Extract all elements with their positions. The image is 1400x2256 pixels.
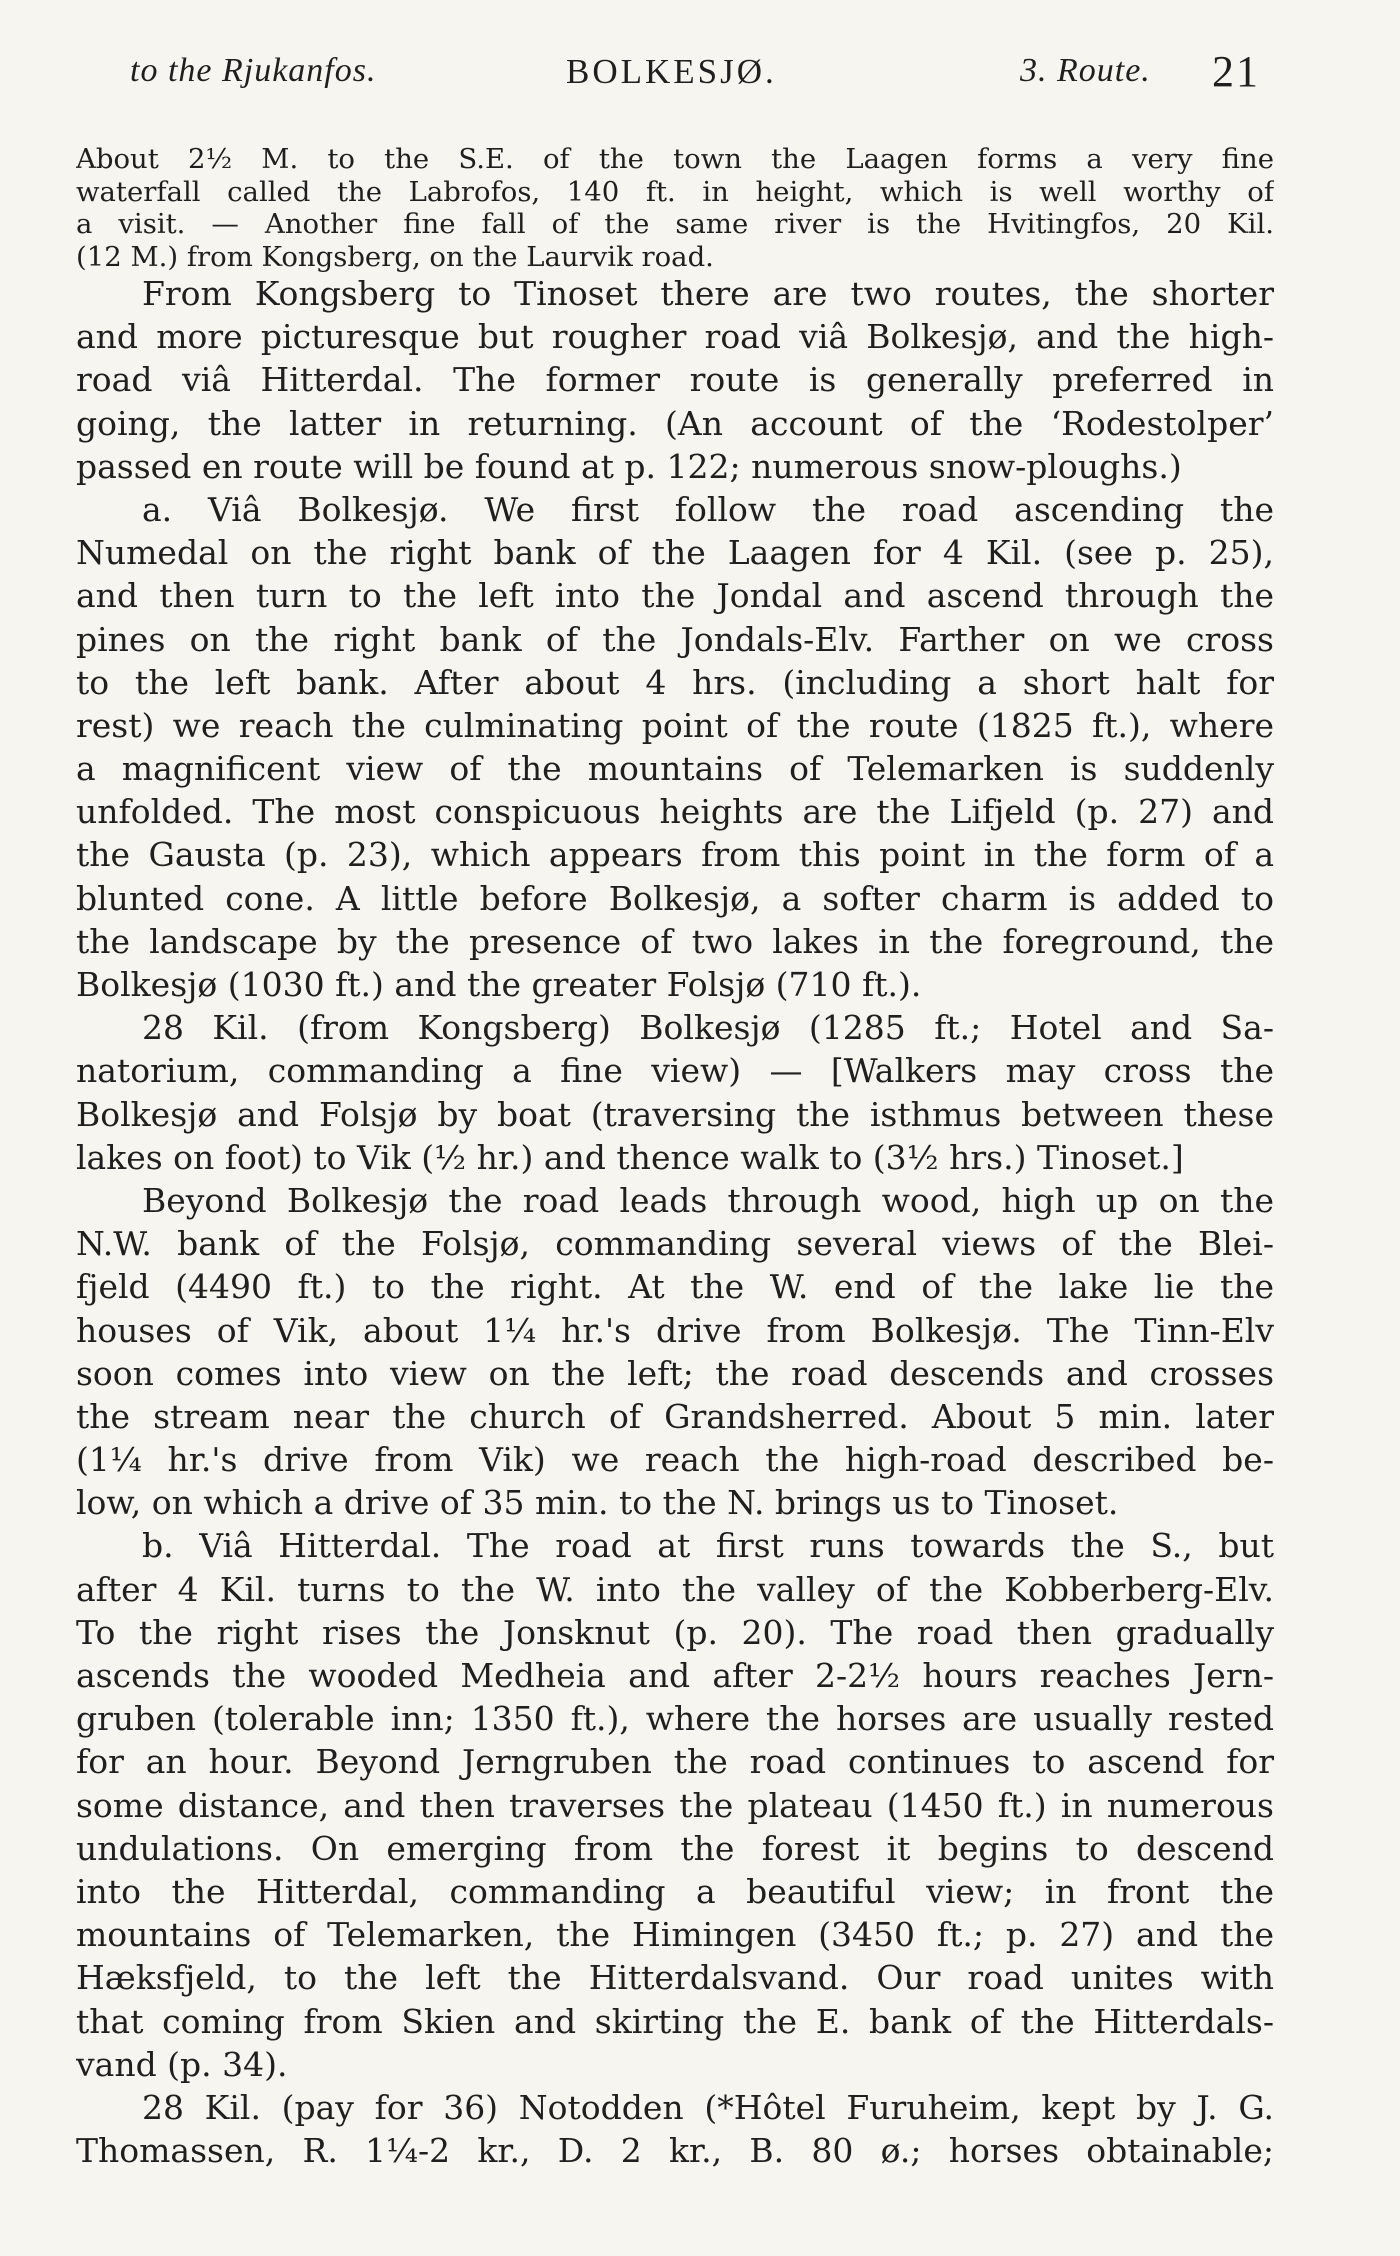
text-line: 28 Kil. (from Kongsberg) Bolkesjø (1285 ft.; Hotel and Sa- — [142, 1008, 1274, 1048]
text-line: blunted cone. A little before Bolkesjø, a softer charm is added to — [76, 878, 1274, 918]
text-line: unfolded. The most conspicuous heights are the Lifjeld (p. 27) and — [76, 792, 1274, 832]
text-line: From Kongsberg to Tinoset there are two routes, the shorter — [142, 274, 1274, 313]
text-line: the Gausta (p. 23), which appears from this point in the form of a — [76, 835, 1274, 875]
text-line: 28 Kil. (pay for 36) Notodden (*Hôtel Furuheim, kept by J. G. — [142, 2087, 1274, 2127]
main-text-body — [76, 272, 1274, 2172]
small-line: (12 M.) from Kongsberg, on the Laurvik road. — [76, 240, 714, 273]
text-line: ascends the wooded Medheia and after 2-2½ hours reaches Jern- — [76, 1656, 1274, 1695]
text-line: low, on which a drive of 35 min. to the N. brings us to Tinoset. — [76, 1483, 1119, 1523]
text-line: Bolkesjø and Folsjø by boat (traversing the isthmus between these — [76, 1094, 1274, 1134]
text-line: Hæksfjeld, to the left the Hitterdalsvand. Our road unites with — [76, 1958, 1274, 1998]
page-number: 21 — [1212, 47, 1260, 96]
text-line: lakes on foot) to Vik (½ hr.) and thence walk to (3½ hrs.) Tinoset.] — [76, 1137, 1184, 1177]
text-line: houses of Vik, about 1¼ hr.'s drive from Bolkesjø. The Tinn-Elv — [76, 1310, 1274, 1350]
text-line: that coming from Skien and skirting the E. bank of the Hitterdals- — [76, 2001, 1274, 2041]
running-header — [130, 47, 1265, 112]
text-line: the stream near the church of Grandsherred. About 5 min. later — [76, 1396, 1274, 1436]
text-line: b. Viâ Hitterdal. The road at first runs towards the S., but — [142, 1526, 1274, 1566]
text-line: fjeld (4490 ft.) to the right. At the W. end of the lake lie the — [76, 1267, 1274, 1307]
small-print-paragraph — [76, 143, 1274, 273]
text-line: natorium, commanding a fine view) — [Walkers may cross the — [76, 1051, 1274, 1091]
text-line: Beyond Bolkesjø the road leads through wood, high up on the — [142, 1180, 1274, 1220]
text-line: Thomassen, R. 1¼-2 kr., D. 2 kr., B. 80 ø.; horses obtainable; — [76, 2131, 1274, 2171]
text-line: a magnificent view of the mountains of Telemarken is suddenly — [76, 749, 1274, 789]
small-line: waterfall called the Labrofos, 140 ft. in height, which is well worthy of — [76, 175, 1274, 208]
text-line: Bolkesjø (1030 ft.) and the greater Folsjø (710 ft.). — [76, 965, 922, 1004]
text-line: vand (p. 34). — [76, 2044, 288, 2084]
text-line: and more picturesque but rougher road viâ Bolkesjø, and the high- — [76, 317, 1274, 357]
text-line: to the left bank. After about 4 hrs. (including a short halt for — [76, 662, 1274, 702]
text-line: after 4 Kil. turns to the W. into the valley of the Kobberberg-Elv. — [76, 1569, 1274, 1609]
header-route-label: 3. Route. — [1020, 52, 1151, 89]
header-left-title: to the Rjukanfos. — [130, 52, 377, 89]
text-line: N.W. bank of the Folsjø, commanding several views of the Blei- — [76, 1224, 1274, 1264]
text-line: Numedal on the right bank of the Laagen for 4 Kil. (see p. 25), — [76, 533, 1274, 573]
text-line: for an hour. Beyond Jerngruben the road continues to ascend for — [76, 1742, 1274, 1782]
small-line: a visit. — Another fine fall of the same river is the Hvitingfos, 20 Kil. — [76, 208, 1274, 240]
text-line: the landscape by the presence of two lakes in the foreground, the — [76, 921, 1274, 961]
header-center-title: BOLKESJØ. — [566, 52, 777, 91]
text-line: mountains of Telemarken, the Himingen (3450 ft.; p. 27) and the — [76, 1915, 1274, 1955]
text-line: passed en route will be found at p. 122; numerous snow-ploughs.) — [76, 446, 1182, 486]
text-line: (1¼ hr.'s drive from Vik) we reach the high-road described be- — [76, 1440, 1274, 1480]
text-line: gruben (tolerable inn; 1350 ft.), where the horses are usually rested — [76, 1699, 1274, 1739]
text-line: and then turn to the left into the Jondal and ascend through the — [76, 576, 1274, 616]
text-line: To the right rises the Jonsknut (p. 20). The road then gradually — [76, 1612, 1274, 1652]
text-line: into the Hitterdal, commanding a beautiful view; in front the — [76, 1871, 1274, 1911]
text-line: soon comes into view on the left; the road descends and crosses — [76, 1353, 1274, 1393]
text-line: rest) we reach the culminating point of the route (1825 ft.), where — [76, 705, 1274, 745]
text-line: going, the latter in returning. (An account of the ‘Rodestolper’ — [76, 403, 1274, 443]
small-line: About 2½ M. to the S.E. of the town the Laagen forms a very fine — [76, 143, 1274, 175]
text-line: some distance, and then traverses the plateau (1450 ft.) in numerous — [76, 1785, 1274, 1825]
text-line: undulations. On emerging from the forest it begins to descend — [76, 1828, 1274, 1868]
text-line: road viâ Hitterdal. The former route is generally preferred in — [76, 360, 1274, 400]
text-line: a. Viâ Bolkesjø. We first follow the road ascending the — [142, 489, 1274, 529]
text-line: pines on the right bank of the Jondals-Elv. Farther on we cross — [76, 619, 1274, 659]
